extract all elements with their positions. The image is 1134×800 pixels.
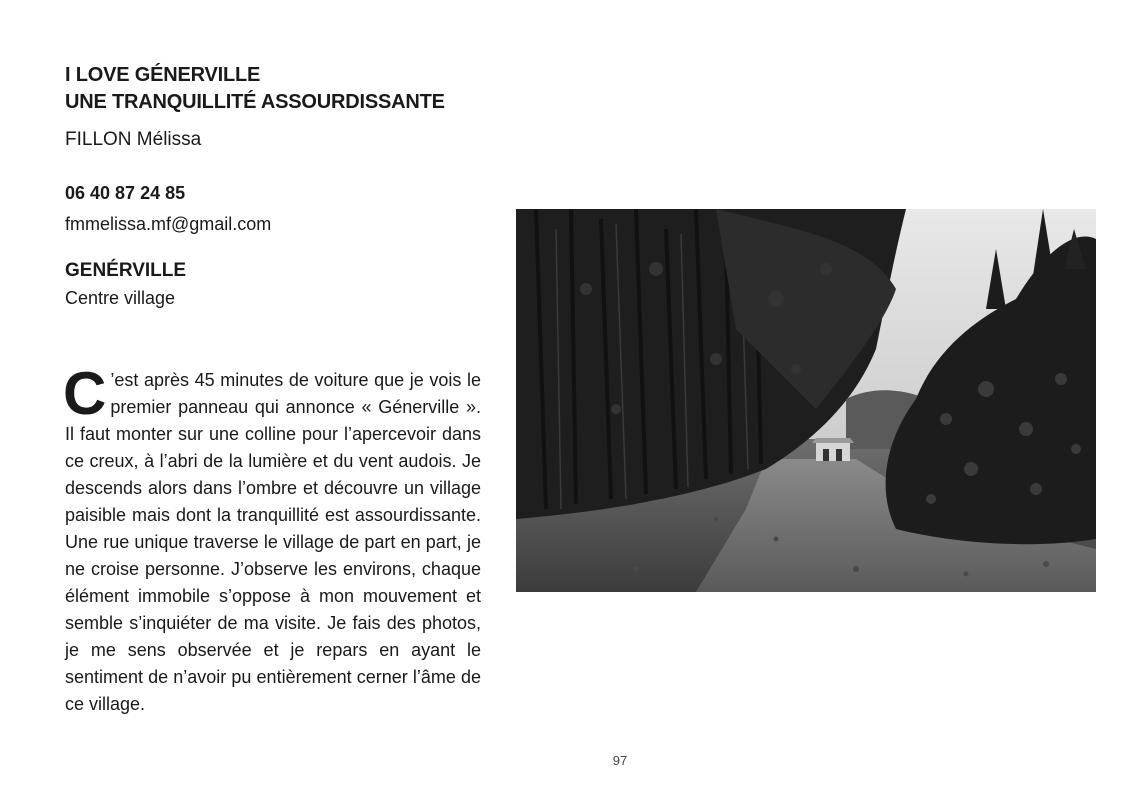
title-line-2: UNE TRANQUILLITÉ ASSOURDISSANTE [65,91,445,113]
article-body [63,360,481,718]
forest-path-photo [516,209,1096,592]
author-phone: 06 40 87 24 85 [65,183,186,203]
author-name: FILLON Mélissa [65,129,202,150]
page-number: 97 [612,753,628,768]
author-email: fmmelissa.mf@gmail.com [65,214,272,234]
drop-cap: C [63,360,107,427]
article-text: ’est après 45 minutes de voiture que je vois le premier panneau qui annonce « Génerville ». Il faut monter sur une colline pour l’apercevoir dans ce creux, à l’abri de la lumière et du vent audois. Je descends alors dans l’ombre et découvre un village paisible mais dont la tranquillité est assourdissante. Une rue unique traverse le village de part en part, je ne croise personne. J’observe les environs, chaque élément immobile s’oppose à mon mouvement et semble s’inquiéter de ma visite. Je fais des photos, je me sens observée et je repars en ayant le sentiment de n’avoir pu entièrement cerner l’âme de ce village. [65,370,481,714]
location-name: GENÉRVILLE [65,260,187,281]
title-line-1: I LOVE GÉNERVILLE [65,64,261,86]
article-title [65,62,505,116]
location-detail: Centre village [65,288,176,308]
photo-illustration [516,209,1096,592]
